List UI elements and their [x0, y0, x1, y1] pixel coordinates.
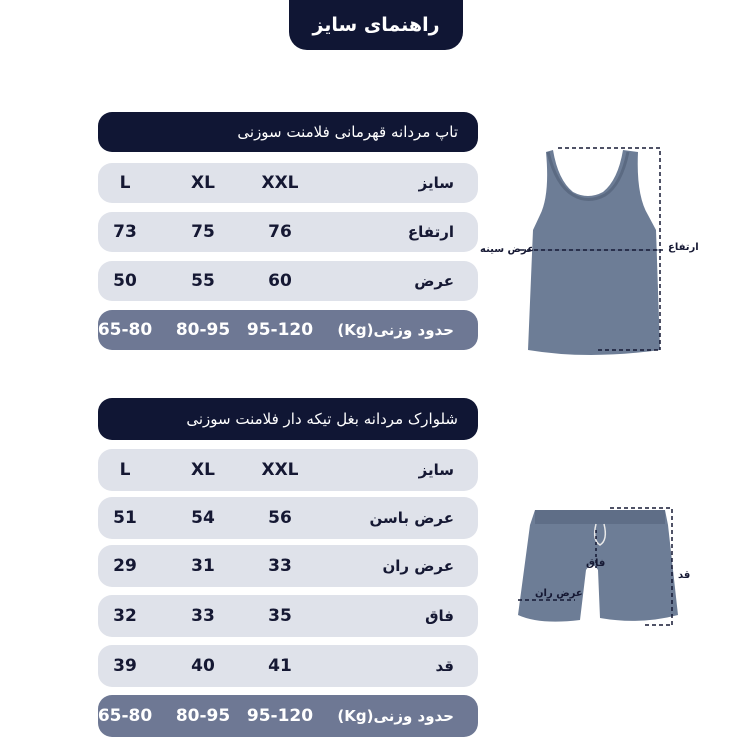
shorts-row	[98, 695, 478, 737]
shorts-cell: 56	[268, 508, 292, 528]
shorts-cell: 31	[191, 556, 215, 576]
shorts-row-label: سایز	[418, 461, 454, 479]
tank-cell: 75	[191, 222, 215, 242]
shorts-cell: XL	[191, 460, 215, 480]
tank-row	[98, 261, 478, 301]
shorts-row	[98, 497, 478, 539]
shorts-table-title: شلوارک مردانه بغل تیکه دار فلامنت سوزنی	[98, 398, 478, 440]
shorts-cell: 33	[191, 606, 215, 626]
tank-cell: L	[119, 173, 131, 193]
tank-cell: 73	[113, 222, 137, 242]
shorts-cell: 51	[113, 508, 137, 528]
tank-chest-label: عرض سینه	[480, 244, 535, 255]
shorts-cell: 32	[113, 606, 137, 626]
shorts-cell: 41	[268, 656, 292, 676]
tank-cell: 60	[268, 271, 292, 291]
tank-row	[98, 310, 478, 350]
shorts-row-label: فاق	[425, 607, 454, 625]
shorts-row-label: حدود وزنی(Kg)	[337, 707, 454, 725]
shorts-length-label: قد	[678, 570, 691, 581]
tank-row	[98, 212, 478, 252]
tank-top-shape	[528, 150, 660, 355]
shorts-cell: 39	[113, 656, 137, 676]
tank-row-label: عرض	[414, 272, 454, 290]
tank-cell: 76	[268, 222, 292, 242]
tank-cell: 50	[113, 271, 137, 291]
shorts-rise-label: فاق	[586, 558, 606, 569]
tank-cell: XXL	[261, 173, 299, 193]
tank-height-label: ارتفاع	[668, 242, 699, 253]
shorts-row-label: عرض ران	[382, 557, 454, 575]
shorts-cell: XXL	[261, 460, 299, 480]
tank-cell: 55	[191, 271, 215, 291]
shorts-cell: 54	[191, 508, 215, 528]
page-title: راهنمای سایز	[289, 0, 463, 50]
shorts-row-label: قد	[435, 657, 454, 675]
tank-row-label: سایز	[418, 174, 454, 192]
shorts-row	[98, 645, 478, 687]
tank-cell: XL	[191, 173, 215, 193]
tank-cell: 80-95	[175, 320, 231, 340]
tank-row-label: حدود وزنی(Kg)	[337, 321, 454, 339]
shorts-thigh-label: عرض ران	[535, 588, 583, 599]
tank-table-title: تاپ مردانه قهرمانی فلامنت سوزنی	[98, 112, 478, 152]
shorts-cell: 65-80	[97, 706, 153, 726]
tank-row-label: ارتفاع	[407, 223, 454, 241]
shorts-cell: L	[119, 460, 131, 480]
shorts-cell: 35	[268, 606, 292, 626]
shorts-cell: 40	[191, 656, 215, 676]
tank-cell: 95-120	[246, 320, 314, 340]
tank-row	[98, 163, 478, 203]
shorts-image	[500, 500, 720, 640]
shorts-cell: 95-120	[246, 706, 314, 726]
shorts-row-label: عرض باسن	[369, 509, 454, 527]
shorts-row	[98, 595, 478, 637]
shorts-cell: 33	[268, 556, 292, 576]
tank-top-image	[478, 140, 718, 360]
shorts-row	[98, 449, 478, 491]
tank-cell: 65-80	[97, 320, 153, 340]
shorts-cell: 80-95	[175, 706, 231, 726]
shorts-row	[98, 545, 478, 587]
shorts-cell: 29	[113, 556, 137, 576]
